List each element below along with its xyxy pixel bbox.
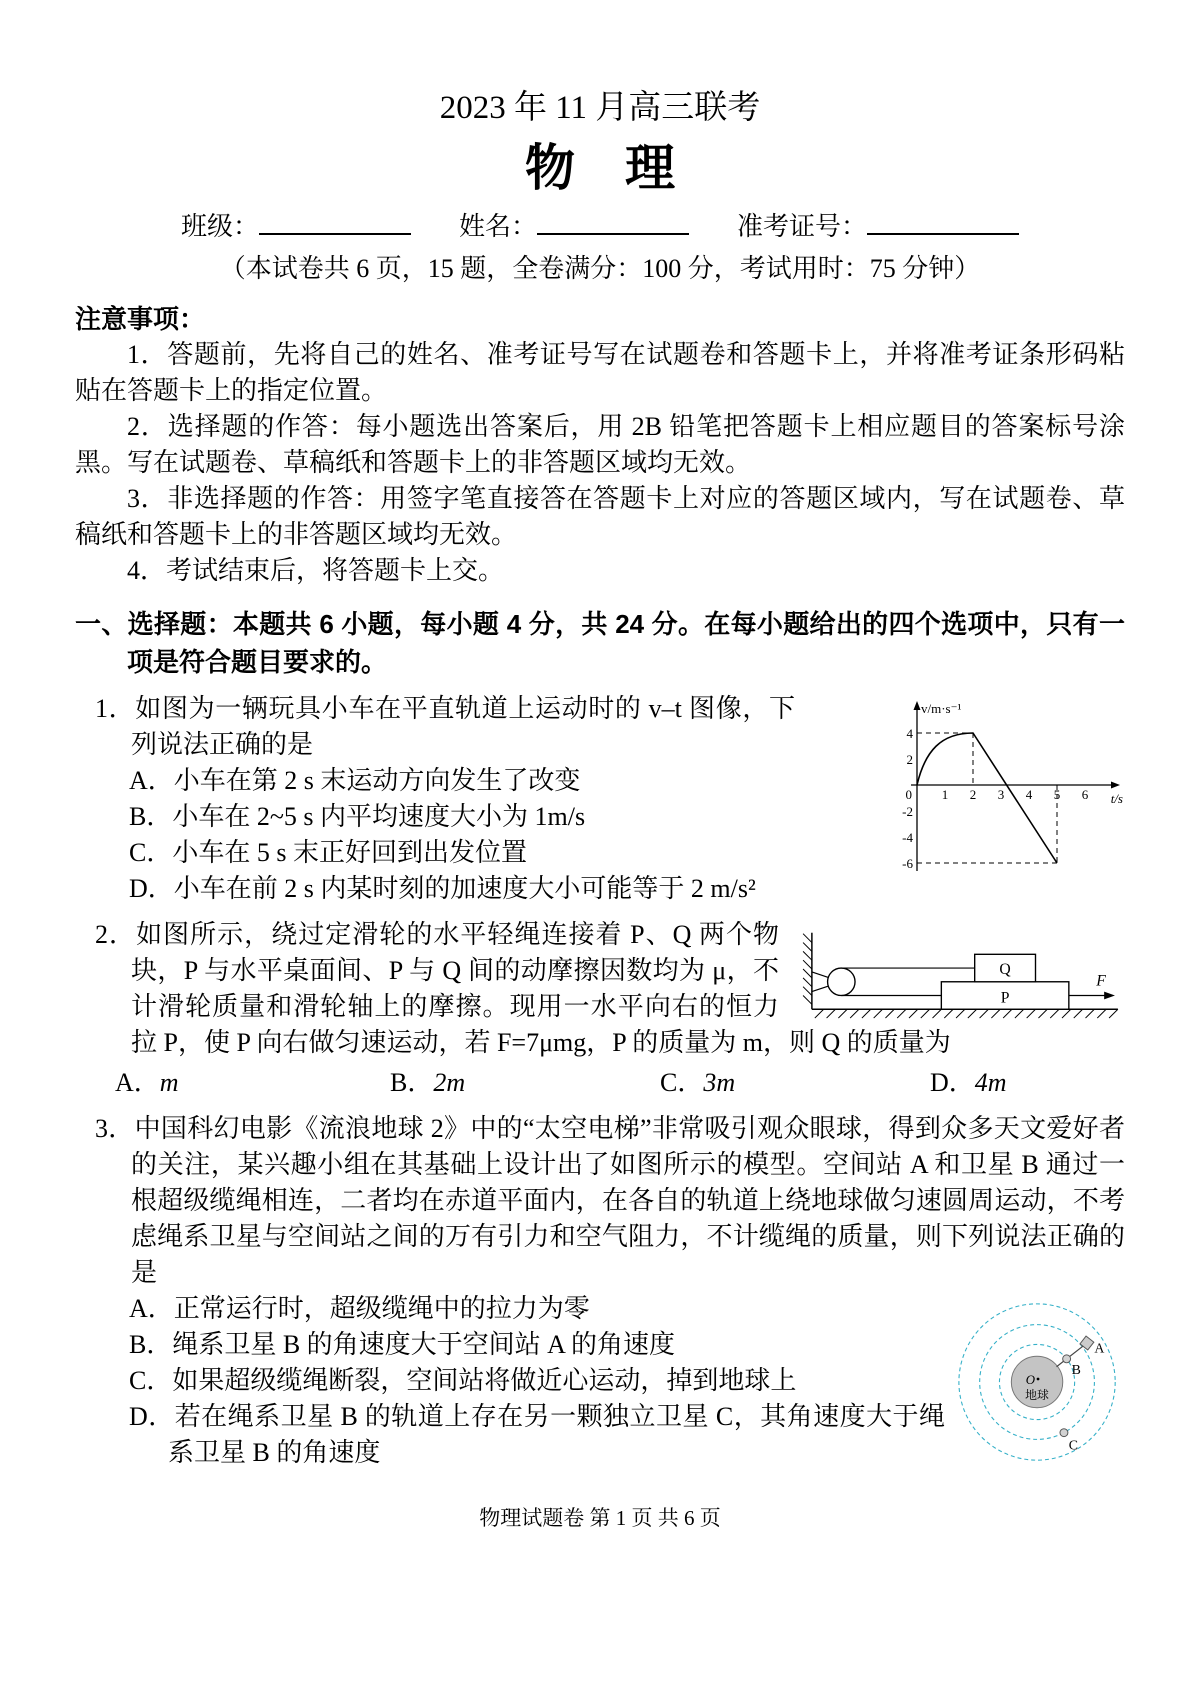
x-tick-6: 6 bbox=[1081, 787, 1089, 802]
exam-info-line: （本试卷共 6 页，15 题，全卷满分：100 分，考试用时：75 分钟） bbox=[219, 254, 981, 283]
exam-title: 2023 年 11 月高三联考 bbox=[439, 90, 761, 126]
wall-hatching bbox=[803, 934, 812, 1005]
satellite-c-label: C bbox=[1068, 1437, 1078, 1453]
station-a-marker bbox=[1080, 1336, 1094, 1350]
pulley-wheel bbox=[828, 968, 855, 995]
earth-center-label: O bbox=[1025, 1372, 1036, 1387]
q1-vt-graph-figure bbox=[885, 693, 1125, 898]
ticket-label: 准考证号： bbox=[737, 212, 868, 241]
page-footer: 物理试题卷 第 1 页 共 6 页 bbox=[479, 1506, 721, 1530]
subject-title: 物 理 bbox=[525, 140, 675, 196]
graph-y-axis-label: v/m·s⁻¹ bbox=[921, 701, 962, 716]
q3-stem: 3．中国科幻电影《流浪地球 2》中的“太空电梯”非常吸引观众眼球，得到众多天文爱好者的关注，某兴趣小组在其基础上设计出了如图所示的模型。空间站 A 和卫星 B 通过一根超级缆绳相连，二者均在赤道平面内，在各自的轨道上绕地球做匀速圆周运动，不考虑绳系卫星与空间站之间的万有引力和空气阻力，不计缆绳的质量，则下列说法正确的是 bbox=[95, 1114, 1125, 1287]
q1-option-b: B．小车在 2~5 s 内平均速度大小为 1m/s bbox=[129, 802, 586, 831]
x-tick-1: 1 bbox=[941, 787, 949, 802]
vt-graph bbox=[885, 693, 1125, 898]
force-arrow-head bbox=[1104, 992, 1115, 1000]
question-3 bbox=[75, 1111, 1125, 1474]
q2-stem: 2．如图所示，绕过定滑轮的水平轻绳连接着 P、Q 两个物块，P 与水平桌面间、P 与 Q 间的动摩擦因数均为 μ，不计滑轮质量和滑轮轴上的摩擦。现用一水平向右的恒力拉 P，使 P 向右做匀速运动，若 F=7μmg，P 的质量为 m，则 Q 的质量为 bbox=[95, 920, 951, 1057]
q2-pulley-figure bbox=[793, 919, 1125, 1021]
notice-item-3: 3．非选择题的作答：用签字笔直接答在答题卡上对应的答题区域内，写在试题卷、草稿纸和答题卡上的非答题区域均无效。 bbox=[75, 484, 1125, 549]
pulley-diagram bbox=[793, 919, 1125, 1021]
x-tick-3: 3 bbox=[997, 787, 1005, 802]
x-tick-5: 5 bbox=[1053, 787, 1061, 802]
q3-options bbox=[129, 1291, 1125, 1474]
class-field bbox=[181, 209, 411, 245]
satellite-b-marker bbox=[1063, 1355, 1071, 1363]
notice-item-4: 4．考试结束后，将答题卡上交。 bbox=[127, 556, 505, 585]
earth-label: 地球 bbox=[1025, 1387, 1049, 1402]
velocity-curve bbox=[917, 733, 1057, 863]
y-axis-arrow bbox=[914, 701, 921, 710]
y-tick-n6: -6 bbox=[902, 856, 913, 871]
notice-heading: 注意事项： bbox=[75, 304, 206, 334]
q2-option-d: D．4m bbox=[930, 1068, 1007, 1097]
q3-earth-figure bbox=[957, 1291, 1125, 1474]
q2-option-b: B．2m bbox=[390, 1068, 466, 1097]
name-field bbox=[459, 209, 689, 245]
question-1 bbox=[75, 691, 1125, 907]
section-one-heading: 一、选择题：本题共 6 小题，每小题 4 分，共 24 分。在每小题给出的四个选项中，只有一项是符合题目要求的。 bbox=[75, 609, 1125, 677]
satellite-b-label: B bbox=[1071, 1362, 1081, 1378]
graph-dashed-lines bbox=[917, 733, 1057, 863]
question-2 bbox=[75, 917, 1125, 1101]
q1-option-a: A．小车在第 2 s 末运动方向发生了改变 bbox=[129, 766, 581, 795]
y-tick-n2: -2 bbox=[902, 804, 913, 819]
notice-item-1: 1．答题前，先将自己的姓名、准考证号写在试题卷和答题卡上，并将准考证条形码粘贴在答题卡上的指定位置。 bbox=[75, 340, 1125, 405]
q3-option-a: A．正常运行时，超级缆绳中的拉力为零 bbox=[129, 1294, 590, 1323]
earth-center-dot bbox=[1037, 1378, 1040, 1381]
x-axis-arrow bbox=[1111, 782, 1120, 789]
name-blank bbox=[537, 209, 689, 235]
y-tick-0: 0 bbox=[905, 787, 912, 802]
force-label: F bbox=[1096, 972, 1106, 990]
q1-option-d: D．小车在前 2 s 内某时刻的加速度大小可能等于 2 m/s² bbox=[129, 874, 756, 903]
block-p-label: P bbox=[1000, 989, 1010, 1007]
block-q-label: Q bbox=[999, 960, 1011, 978]
ground-hatching bbox=[815, 1009, 1118, 1018]
ticket-blank bbox=[867, 209, 1019, 235]
x-tick-4: 4 bbox=[1025, 787, 1033, 802]
class-blank bbox=[259, 209, 411, 235]
q2-option-a: A．m bbox=[115, 1068, 179, 1097]
satellite-c-marker bbox=[1060, 1429, 1068, 1437]
station-a-label: A bbox=[1094, 1340, 1105, 1356]
earth-orbit-diagram bbox=[957, 1291, 1125, 1474]
q2-options bbox=[115, 1065, 1125, 1101]
q1-stem: 1．如图为一辆玩具小车在平直轨道上运动时的 v–t 图像，下列说法正确的是 bbox=[95, 694, 795, 759]
q2-number: 2． bbox=[95, 920, 137, 949]
q1-number: 1． bbox=[95, 694, 136, 723]
class-label: 班级： bbox=[180, 212, 259, 241]
graph-x-axis-label: t/s bbox=[1110, 791, 1123, 806]
q1-option-c: C．小车在 5 s 末正好回到出发位置 bbox=[129, 838, 527, 867]
name-label: 姓名： bbox=[458, 212, 537, 241]
student-info-line bbox=[75, 209, 1125, 245]
x-tick-2: 2 bbox=[969, 787, 977, 802]
y-tick-n4: -4 bbox=[902, 830, 913, 845]
q3-number: 3． bbox=[95, 1114, 135, 1143]
q3-option-c: C．如果超级缆绳断裂，空间站将做近心运动，掉到地球上 bbox=[129, 1366, 797, 1395]
q3-option-b: B．绳系卫星 B 的角速度大于空间站 A 的角速度 bbox=[129, 1330, 676, 1359]
q3-option-d: D．若在绳系卫星 B 的轨道上存在另一颗独立卫星 C，其角速度大于绳系卫星 B 的角速度 bbox=[129, 1402, 945, 1467]
ticket-field bbox=[737, 209, 1019, 245]
notice-item-2: 2．选择题的作答：每小题选出答案后，用 2B 铅笔把答题卡上相应题目的答案标号涂黑。写在试题卷、草稿纸和答题卡上的非答题区域均无效。 bbox=[75, 412, 1125, 477]
q2-option-c: C．3m bbox=[660, 1068, 736, 1097]
y-tick-2: 2 bbox=[906, 752, 913, 767]
y-tick-4: 4 bbox=[906, 726, 913, 741]
